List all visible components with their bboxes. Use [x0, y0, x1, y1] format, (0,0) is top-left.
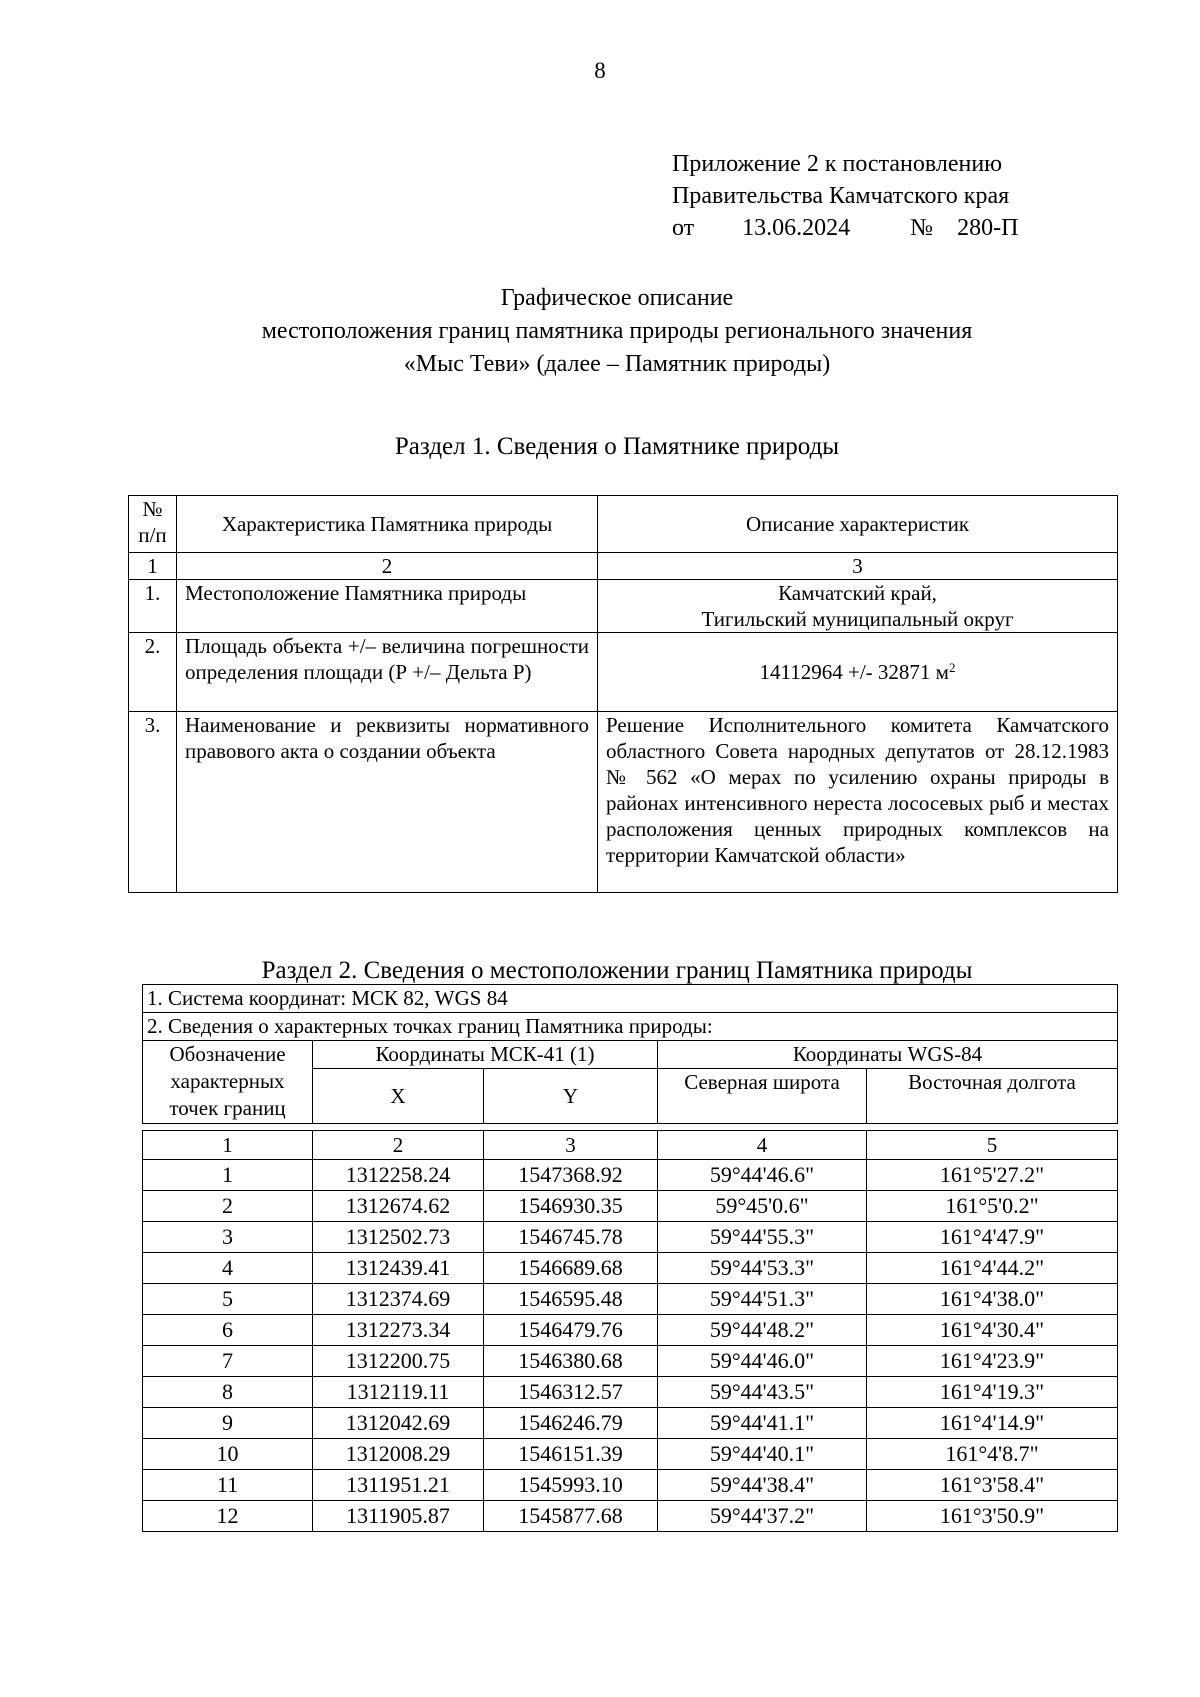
east-longitude: 161°4'47.9" [867, 1222, 1118, 1253]
row-characteristic: Площадь объекта +/– величина погрешности определения площади (Р +/– Дельта Р) [177, 633, 598, 712]
boundary-points-table [142, 1130, 1118, 1532]
index-cell: 3 [484, 1131, 658, 1160]
north-latitude: 59°45'0.6" [658, 1191, 867, 1222]
row-description: Решение Исполнительного комитета Камчатского областного Совета народных депутатов от 28.12.1983 № 562 «О мерах по усилению охраны природы в районах интенсивного нереста лососевых рыб и местах расположения ценных природных комплексов на территории Камчатской области» [598, 712, 1118, 893]
table-header-row [129, 496, 1118, 553]
x-coordinate: 1312258.24 [313, 1160, 484, 1191]
row-characteristic: Наименование и реквизиты нормативного правового акта о создании объекта [177, 712, 598, 893]
table-row [129, 580, 1118, 633]
east-longitude: 161°4'44.2" [867, 1253, 1118, 1284]
section2-heading: Раздел 2. Сведения о местоположении границ Памятника природы [261, 957, 973, 984]
from-label: от [672, 215, 695, 241]
description-line-1: Камчатский край, [778, 581, 937, 605]
table-row [143, 1346, 1118, 1377]
appendix-line-1: Приложение 2 к постановлению [672, 151, 1003, 177]
north-latitude: 59°44'43.5" [658, 1377, 867, 1408]
index-cell: 1 [129, 553, 177, 580]
header-north: Северная широта [658, 1069, 867, 1124]
east-longitude: 161°4'14.9" [867, 1408, 1118, 1439]
table-row [143, 1160, 1118, 1191]
north-latitude: 59°44'37.2" [658, 1501, 867, 1532]
north-latitude: 59°44'48.2" [658, 1315, 867, 1346]
point-number: 9 [143, 1408, 313, 1439]
table-row [143, 1253, 1118, 1284]
point-number: 7 [143, 1346, 313, 1377]
x-coordinate: 1311951.21 [313, 1470, 484, 1501]
header-wgs-group: Координаты WGS-84 [658, 1041, 1118, 1069]
coord-system-row [143, 985, 1118, 1013]
row-description [598, 580, 1118, 633]
x-coordinate: 1312502.73 [313, 1222, 484, 1253]
table-row [143, 1191, 1118, 1222]
north-latitude: 59°44'51.3" [658, 1284, 867, 1315]
y-coordinate: 1546312.57 [484, 1377, 658, 1408]
point-number: 11 [143, 1470, 313, 1501]
north-latitude: 59°44'55.3" [658, 1222, 867, 1253]
document-title [0, 282, 1200, 381]
header-y: Y [484, 1069, 658, 1124]
y-coordinate: 1546745.78 [484, 1222, 658, 1253]
point-number: 4 [143, 1253, 313, 1284]
east-longitude: 161°3'50.9" [867, 1501, 1118, 1532]
group-header-row [143, 1041, 1118, 1069]
table-row [143, 1284, 1118, 1315]
y-coordinate: 1546246.79 [484, 1408, 658, 1439]
x-coordinate: 1312042.69 [313, 1408, 484, 1439]
header-designation: Обозначение характерных точек границ [143, 1041, 313, 1124]
row-num: 2. [129, 633, 177, 712]
boundary-points-header-table [142, 984, 1118, 1124]
y-coordinate: 1547368.92 [484, 1160, 658, 1191]
table-row [129, 633, 1118, 712]
x-coordinate: 1312273.34 [313, 1315, 484, 1346]
y-coordinate: 1546930.35 [484, 1191, 658, 1222]
y-coordinate: 1546151.39 [484, 1439, 658, 1470]
header-msk-group: Координаты МСК-41 (1) [313, 1041, 658, 1069]
north-latitude: 59°44'46.6" [658, 1160, 867, 1191]
point-number: 8 [143, 1377, 313, 1408]
table-row [143, 1408, 1118, 1439]
y-coordinate: 1545993.10 [484, 1470, 658, 1501]
x-coordinate: 1312119.11 [313, 1377, 484, 1408]
table-row [143, 1439, 1118, 1470]
title-line-2: местоположения границ памятника природы регионального значения [261, 318, 973, 344]
row-num: 3. [129, 712, 177, 893]
area-unit-exponent: 2 [948, 660, 956, 675]
y-coordinate: 1546595.48 [484, 1284, 658, 1315]
monument-info-table [128, 495, 1118, 893]
x-coordinate: 1312439.41 [313, 1253, 484, 1284]
point-number: 6 [143, 1315, 313, 1346]
appendix-date-line [672, 212, 1018, 244]
y-coordinate: 1546479.76 [484, 1315, 658, 1346]
east-longitude: 161°4'8.7" [867, 1439, 1118, 1470]
title-line-3: «Мыс Теви» (далее – Памятник природы) [403, 351, 831, 377]
point-number: 10 [143, 1439, 313, 1470]
index-cell: 2 [313, 1131, 484, 1160]
index-cell: 4 [658, 1131, 867, 1160]
x-coordinate: 1312674.62 [313, 1191, 484, 1222]
table-row [129, 712, 1118, 893]
east-longitude: 161°3'58.4" [867, 1470, 1118, 1501]
row-num: 1. [129, 580, 177, 633]
north-latitude: 59°44'53.3" [658, 1253, 867, 1284]
point-number: 1 [143, 1160, 313, 1191]
index-cell: 2 [177, 553, 598, 580]
table-index-row [129, 553, 1118, 580]
header-num: № п/п [129, 496, 177, 553]
table-row [143, 1315, 1118, 1346]
page-number: 8 [594, 58, 606, 83]
area-value: 14112964 +/- 32871 м [759, 660, 949, 684]
number-sign: № [910, 215, 934, 241]
table-row [143, 1222, 1118, 1253]
index-cell: 3 [598, 553, 1118, 580]
x-coordinate: 1311905.87 [313, 1501, 484, 1532]
title-line-1: Графическое описание [500, 285, 734, 311]
table-index-row [143, 1131, 1118, 1160]
row-characteristic: Местоположение Памятника природы [177, 580, 598, 633]
x-coordinate: 1312200.75 [313, 1346, 484, 1377]
resolution-date: 13.06.2024 [742, 215, 851, 241]
east-longitude: 161°4'38.0" [867, 1284, 1118, 1315]
east-longitude: 161°4'19.3" [867, 1377, 1118, 1408]
header-description: Описание характеристик [598, 496, 1118, 553]
point-number: 12 [143, 1501, 313, 1532]
table-row [143, 1377, 1118, 1408]
north-latitude: 59°44'40.1" [658, 1439, 867, 1470]
section1-heading: Раздел 1. Сведения о Памятнике природы [394, 433, 840, 460]
header-characteristic: Характеристика Памятника природы [177, 496, 598, 553]
north-latitude: 59°44'41.1" [658, 1408, 867, 1439]
x-coordinate: 1312008.29 [313, 1439, 484, 1470]
index-cell: 1 [143, 1131, 313, 1160]
points-title: 2. Сведения о характерных точках границ Памятника природы: [143, 1013, 1118, 1041]
point-number: 3 [143, 1222, 313, 1253]
description-line-2: Тигильский муниципальный округ [701, 607, 1014, 631]
east-longitude: 161°5'0.2" [867, 1191, 1118, 1222]
appendix-block [672, 148, 1018, 244]
x-coordinate: 1312374.69 [313, 1284, 484, 1315]
header-x: X [313, 1069, 484, 1124]
north-latitude: 59°44'46.0" [658, 1346, 867, 1377]
table-row [143, 1470, 1118, 1501]
east-longitude: 161°5'27.2" [867, 1160, 1118, 1191]
appendix-line-2: Правительства Камчатского края [672, 183, 1010, 209]
y-coordinate: 1546689.68 [484, 1253, 658, 1284]
north-latitude: 59°44'38.4" [658, 1470, 867, 1501]
y-coordinate: 1545877.68 [484, 1501, 658, 1532]
coord-system: 1. Система координат: МСК 82, WGS 84 [143, 985, 1118, 1013]
points-title-row [143, 1013, 1118, 1041]
east-longitude: 161°4'23.9" [867, 1346, 1118, 1377]
table-row [143, 1501, 1118, 1532]
index-cell: 5 [867, 1131, 1118, 1160]
row-description [598, 633, 1118, 712]
point-number: 2 [143, 1191, 313, 1222]
resolution-number: 280-П [957, 215, 1019, 241]
header-east: Восточная долгота [867, 1069, 1118, 1124]
point-number: 5 [143, 1284, 313, 1315]
y-coordinate: 1546380.68 [484, 1346, 658, 1377]
east-longitude: 161°4'30.4" [867, 1315, 1118, 1346]
